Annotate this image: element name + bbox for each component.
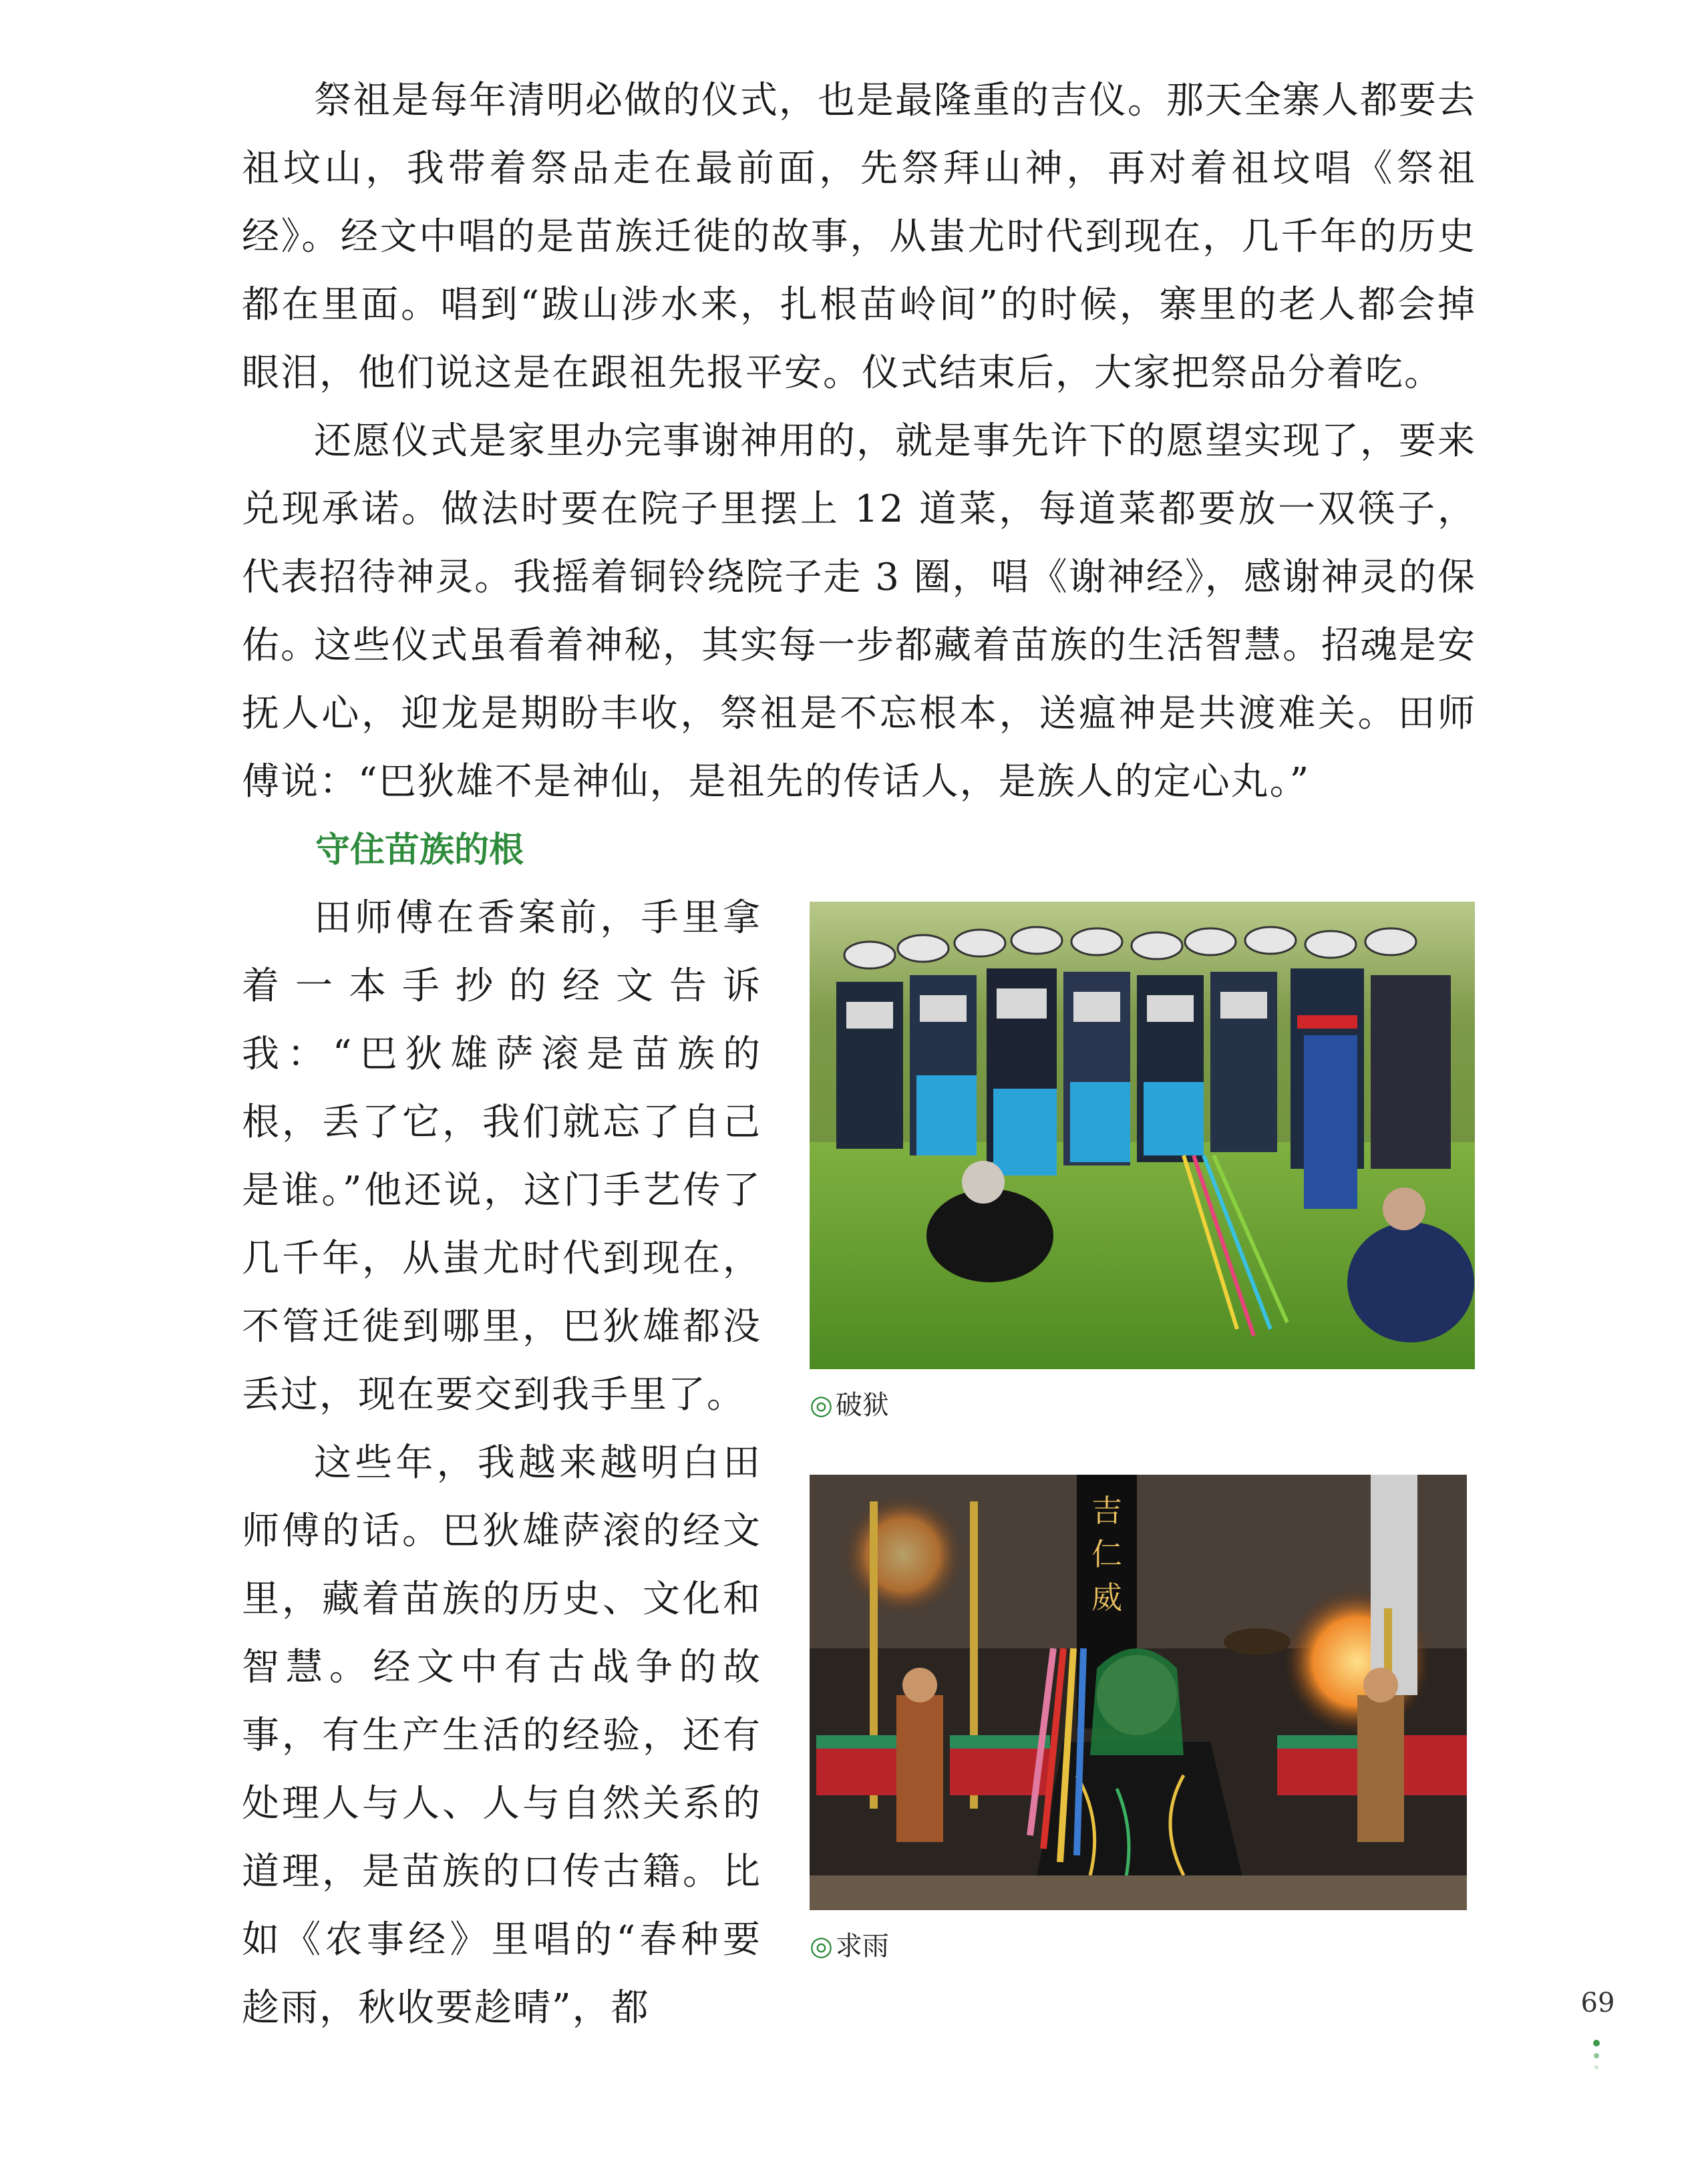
decorative-dot: [1594, 2065, 1598, 2069]
caption-mark: ◎: [810, 1390, 833, 1421]
banner-char-2: 仁: [1091, 1536, 1122, 1572]
decorative-dot: [1593, 2040, 1600, 2046]
photo-rain-seeking-ritual: [810, 1475, 1467, 1910]
caption-photo2: [810, 1926, 889, 1966]
paragraph-ancestor-worship: 祭祖是每年清明必做的仪式，也是最隆重的吉仪。那天全寨人都要去祖坟山，我带着祭品走在最前面，先祭拜山神，再对着祖坟唱《祭祖经》。经文中唱的是苗族迁徙的故事，从蚩尤时代到现在，几千年的历史都在里面。唱到“跋山涉水来，扎根苗岭间”的时候，寨里的老人都会掉眼泪，他们说这是在跟祖先报平安。仪式结束后，大家把祭品分着吃。: [242, 79, 1476, 395]
banner-char-3: 威: [1091, 1580, 1122, 1616]
caption-photo1: [810, 1385, 889, 1425]
photo-prison-breaking-image: [810, 902, 1475, 1369]
photo-prison-breaking-ritual: [810, 902, 1475, 1369]
paragraph-vow-fulfillment: 还愿仪式是家里办完事谢神用的，就是事先许下的愿望实现了，要来兑现承诺。做法时要在院子里摆上 12 道菜，每道菜都要放一双筷子，代表招待神灵。我摇着铜铃绕院子走 3 圈，唱《谢神经》，感谢神灵的保佑。: [242, 419, 1476, 667]
photo-rain-seeking-image: [810, 1475, 1467, 1910]
caption-photo1-text: 破狱: [835, 1390, 889, 1421]
page-number: 69: [1580, 1988, 1615, 2018]
paragraph-ritual-wisdom: 这些仪式虽看着神秘，其实每一步都藏着苗族的生活智慧。招魂是安抚人心，迎龙是期盼丰收，祭祖是不忘根本，送瘟神是共渡难关。田师傅说：“巴狄雄不是神仙，是祖先的传话人，是族人的定心丸。”: [242, 624, 1476, 803]
column-paragraph-scripture: 这些年，我越来越明白田师傅的话。巴狄雄萨滚的经文里，藏着苗族的历史、文化和智慧。经文中有古战争的故事，有生产生活的经验，还有处理人与人、人与自然关系的道理，是苗族的口传古籍。比如《农事经》里唱的“春种要趁雨，秋收要趁晴”，都: [242, 1441, 761, 2030]
caption-mark: ◎: [810, 1931, 833, 1962]
column-paragraph-master-tian: 田师傅在香案前，手里拿着一本手抄的经文告诉我：“巴狄雄萨滚是苗族的根，丢了它，我们就忘了自己是谁。”他还说，这门手艺传了几千年，从蚩尤时代到现在，不管迁徙到哪里，巴狄雄都没丢过，现在要交到我手里了。: [242, 896, 761, 1417]
banner-char-1: 吉: [1091, 1493, 1122, 1529]
decorative-dot: [1594, 2053, 1599, 2058]
caption-photo2-text: 求雨: [835, 1931, 889, 1962]
section-heading: 守住苗族的根: [315, 830, 524, 870]
